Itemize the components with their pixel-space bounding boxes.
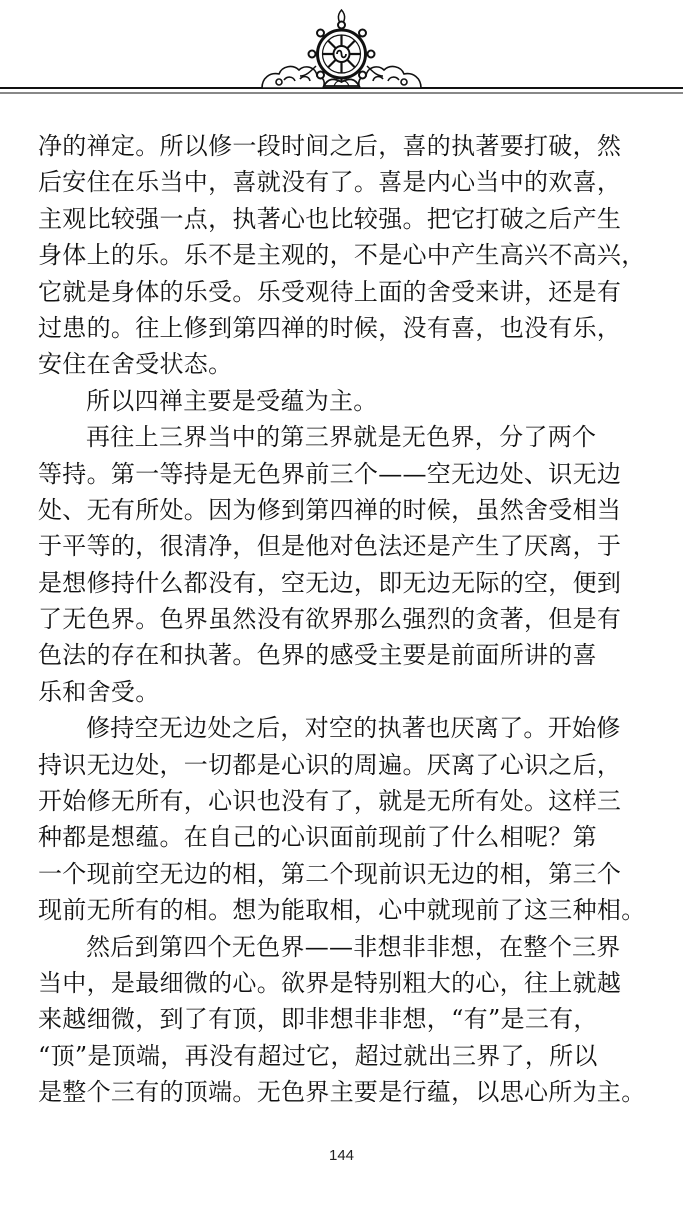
text-line: 开始修无所有，心识也没有了，就是无所有处。这样三 <box>38 787 622 816</box>
text-line: 是想修持什么都没有，空无边，即无边无际的空，便到 <box>38 568 622 597</box>
paragraph-start-line: 修持空无边处之后，对空的执著也厌离了。开始修 <box>86 714 621 743</box>
text-line: 种都是想蕴。在自己的心识面前现前了什么相呢？第 <box>38 823 597 852</box>
page-header-ornament <box>0 0 683 115</box>
text-line: 乐和舍受。 <box>38 677 160 706</box>
text-line: 过患的。往上修到第四禅的时候，没有喜，也没有乐， <box>38 313 622 342</box>
text-line: 它就是身体的乐受。乐受观待上面的舍受来讲，还是有 <box>38 277 622 306</box>
text-line: 主观比较强一点，执著心也比较强。把它打破之后产生 <box>38 204 622 233</box>
text-line: 了无色界。色界虽然没有欲界那么强烈的贪著，但是有 <box>38 605 622 634</box>
text-line: 安住在舍受状态。 <box>38 350 233 379</box>
paragraph-start-line: 所以四禅主要是受蕴为主。 <box>86 386 378 415</box>
text-line: 于平等的，很清净，但是他对色法还是产生了厌离，于 <box>38 532 622 561</box>
text-line: 持识无边处，一切都是心识的周遍。厌离了心识之后， <box>38 750 622 779</box>
text-line: 身体上的乐。乐不是主观的，不是心中产生高兴不高兴， <box>38 241 646 270</box>
text-line: 来越细微，到了有顶，即非想非非想，“有”是三有， <box>38 1005 598 1034</box>
text-line: 净的禅定。所以修一段时间之后，喜的执著要打破，然 <box>38 132 622 160</box>
text-line: 等持。第一等持是无色界前三个——空无边处、识无边 <box>38 459 622 488</box>
text-line: 当中，是最细微的心。欲界是特别粗大的心，往上就越 <box>38 968 622 997</box>
text-line: 是整个三有的顶端。无色界主要是行蕴，以思心所为主。 <box>38 1078 646 1107</box>
text-line: 一个现前空无边的相，第二个现前识无边的相，第三个 <box>38 859 622 888</box>
text-line: 后安住在乐当中，喜就没有了。喜是内心当中的欢喜， <box>38 168 622 197</box>
text-line: 处、无有所处。因为修到第四禅的时候，虽然舍受相当 <box>38 495 622 524</box>
page-number: 144 <box>328 1147 355 1164</box>
paragraph-start-line: 再往上三界当中的第三界就是无色界，分了两个 <box>86 423 597 452</box>
body-text <box>38 128 646 1111</box>
auspicious-cloud-icon <box>359 67 421 88</box>
auspicious-cloud-icon <box>262 67 324 88</box>
header-rule <box>0 88 683 93</box>
text-line: 现前无所有的相。想为能取相，心中就现前了这三种相。 <box>38 896 646 925</box>
header-ornament-graphic <box>0 0 683 115</box>
paragraph-start-line: 然后到第四个无色界——非想非非想，在整个三界 <box>86 932 621 961</box>
text-line: “顶”是顶端，再没有超过它，超过就出三界了，所以 <box>38 1041 598 1070</box>
text-line: 色法的存在和执著。色界的感受主要是前面所讲的喜 <box>38 641 597 670</box>
